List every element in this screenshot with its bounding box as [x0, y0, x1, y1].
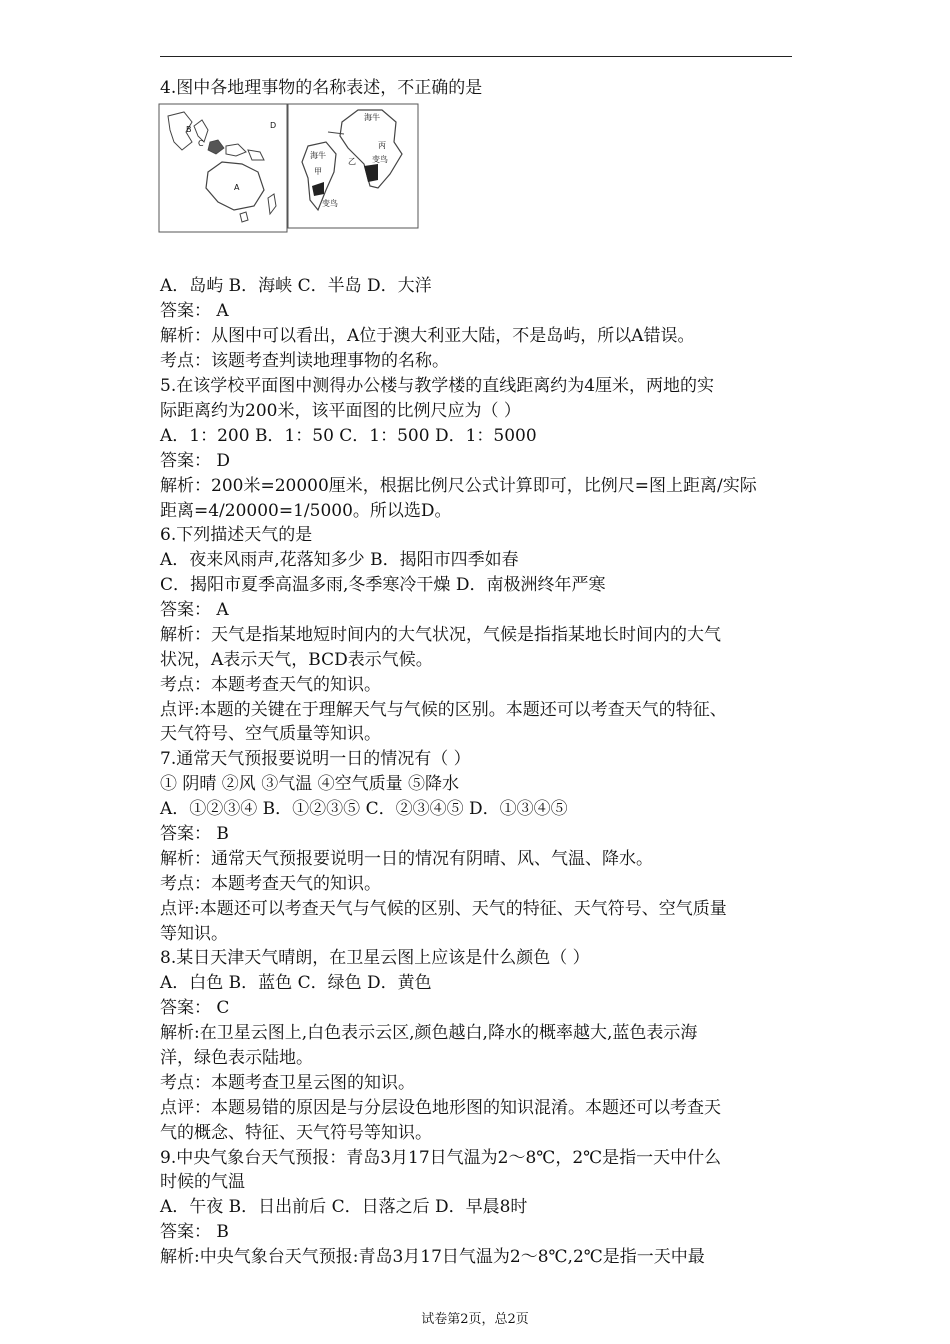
- q7-comment-line1: 点评:本题还可以考查天气与气候的区别、天气的特征、天气符号、空气质量: [160, 899, 727, 919]
- map-label-hainiu-2: 海牛: [310, 151, 326, 160]
- map-illustration: [158, 102, 420, 234]
- q6-comment-line2: 天气符号、空气质量等知识。: [160, 724, 381, 744]
- q5-answer: 答案： D: [160, 451, 231, 471]
- q6-point: 考点：本题考查天气的知识。: [160, 675, 381, 695]
- q8-stem: 8.某日天津天气晴朗，在卫星云图上应该是什么颜色（ ）: [160, 948, 590, 968]
- map-label-c: C: [198, 139, 204, 148]
- q6-stem: 6.下列描述天气的是: [160, 525, 313, 545]
- q5-analysis-line1: 解析：200米=20000厘米，根据比例尺公式计算即可，比例尺=图上距离/实际: [160, 476, 757, 496]
- map-label-bianniao-2: 变鸟: [322, 199, 338, 208]
- q8-analysis-line2: 洋，绿色表示陆地。: [160, 1048, 313, 1068]
- q9-answer: 答案： B: [160, 1222, 229, 1242]
- q8-answer: 答案： C: [160, 998, 230, 1018]
- q7-options: A．①②③④ B．①②③⑤ C．②③④⑤ D．①③④⑤: [160, 799, 568, 819]
- q7-comment-line2: 等知识。: [160, 924, 228, 944]
- header-rule: [160, 56, 792, 57]
- q8-point: 考点：本题考查卫星云图的知识。: [160, 1073, 415, 1093]
- map-label-d: D: [270, 121, 277, 130]
- q5-stem-line1: 5.在该学校平面图中测得办公楼与教学楼的直线距离约为4厘米，两地的实: [160, 376, 715, 396]
- q5-analysis-line2: 距离=4/20000=1/5000。所以选D。: [160, 501, 452, 521]
- map-label-bianniao-1: 变鸟: [372, 155, 388, 164]
- q4-options: A．岛屿 B．海峡 C．半岛 D．大洋: [160, 276, 432, 296]
- q7-stem: 7.通常天气预报要说明一日的情况有（ ）: [160, 749, 471, 769]
- q4-map-figure: [158, 102, 420, 234]
- map-label-jia: 甲: [314, 167, 322, 176]
- q4-point: 考点：该题考查判读地理事物的名称。: [160, 351, 449, 371]
- q5-stem-line2: 际距离约为200米，该平面图的比例尺应为（ ）: [160, 401, 521, 421]
- q9-stem-line1: 9.中央气象台天气预报：青岛3月17日气温为2～8℃，2℃是指一天中什么: [160, 1148, 722, 1168]
- q7-answer: 答案： B: [160, 824, 229, 844]
- q8-comment-line2: 气的概念、特征、天气符号等知识。: [160, 1123, 432, 1143]
- map-label-bing: 丙: [378, 141, 386, 150]
- map-label-a: A: [234, 183, 240, 192]
- q4-stem: 4.图中各地理事物的名称表述，不正确的是: [160, 78, 483, 98]
- q6-options-line1: A．夜来风雨声,花落知多少 B．揭阳市四季如春: [160, 550, 519, 570]
- map-label-hainiu-1: 海牛: [364, 113, 380, 122]
- q4-analysis: 解析：从图中可以看出，A位于澳大利亚大陆，不是岛屿，所以A错误。: [160, 326, 695, 346]
- q9-stem-line2: 时候的气温: [160, 1172, 245, 1192]
- q7-items: ① 阴晴 ②风 ③气温 ④空气质量 ⑤降水: [160, 774, 460, 794]
- q6-comment-line1: 点评:本题的关键在于理解天气与气候的区别。本题还可以考查天气的特征、: [160, 700, 727, 720]
- q9-analysis-line1: 解析:中央气象台天气预报:青岛3月17日气温为2～8℃,2℃是指一天中最: [160, 1247, 705, 1267]
- q6-analysis-line2: 状况，A表示天气，BCD表示气候。: [160, 650, 433, 670]
- q8-comment-line1: 点评：本题易错的原因是与分层设色地形图的知识混淆。本题还可以考查天: [160, 1098, 721, 1118]
- q6-options-line2: C．揭阳市夏季高温多雨,冬季寒冷干燥 D．南极洲终年严寒: [160, 575, 606, 595]
- q7-point: 考点：本题考查天气的知识。: [160, 874, 381, 894]
- q6-analysis-line1: 解析：天气是指某地短时间内的大气状况，气候是指指某地长时间内的大气: [160, 625, 721, 645]
- page-footer: 试卷第2页，总2页: [421, 1312, 529, 1327]
- q7-analysis: 解析：通常天气预报要说明一日的情况有阴晴、风、气温、降水。: [160, 849, 653, 869]
- map-label-yi: 乙: [348, 157, 356, 166]
- q6-answer: 答案： A: [160, 600, 229, 620]
- q4-answer: 答案： A: [160, 301, 229, 321]
- q5-options: A．1：200 B．1：50 C．1：500 D．1：5000: [160, 426, 537, 446]
- q8-analysis-line1: 解析:在卫星云图上,白色表示云区,颜色越白,降水的概率越大,蓝色表示海: [160, 1023, 698, 1043]
- q9-options: A．午夜 B．日出前后 C．日落之后 D．早晨8时: [160, 1197, 528, 1217]
- map-label-b: B: [186, 125, 192, 134]
- q8-options: A．白色 B．蓝色 C．绿色 D．黄色: [160, 973, 432, 993]
